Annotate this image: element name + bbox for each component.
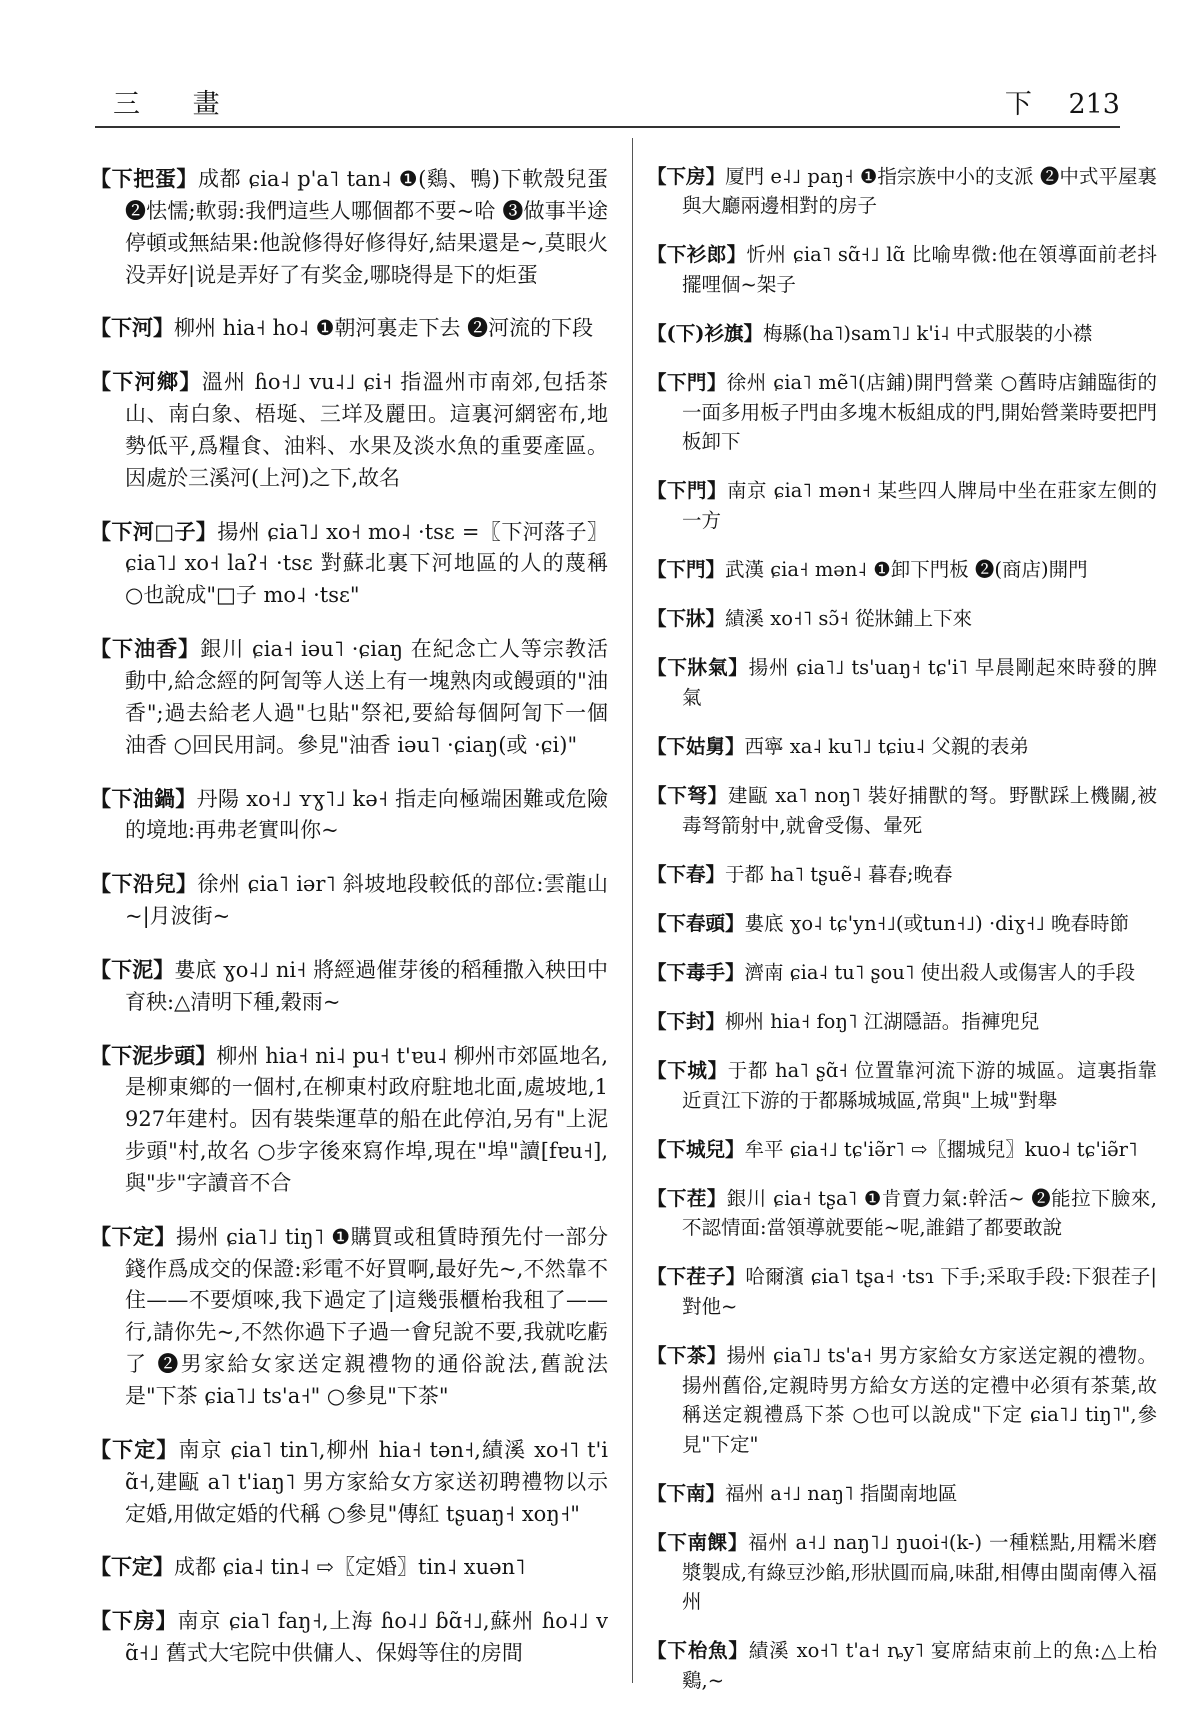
headword: 【下河鄉】 bbox=[90, 369, 202, 395]
headword: 【下春】 bbox=[647, 862, 726, 886]
dictionary-entry: 【下門】南京 ɕia˥ mən˧ 某些四人牌局中坐在莊家左側的一方 bbox=[647, 479, 1157, 532]
dictionary-entry: 【下姑舅】西寧 xa˨ ku˥˩ tɕiu˨ 父親的表弟 bbox=[647, 734, 1029, 758]
headword: 【下油鍋】 bbox=[90, 785, 197, 811]
dictionary-entry: 【下城】于都 ha˥ ʂɑ̃˧ 位置靠河流下游的城區。這裏指靠近貢江下游的于都縣城城區,常與"上城"對舉 bbox=[647, 1058, 1157, 1112]
headword: 【下南】 bbox=[647, 1482, 726, 1505]
dictionary-entry: 【下衫郎】忻州 ɕia˥ sɑ̃˧˩ lɑ̃ 比喻卑微:他在領導面前老抖擺哩個~架子 bbox=[647, 243, 1157, 296]
dictionary-entry: 【下定】南京 ɕia˥ tin˥,柳州 hia˧ tən˧,績溪 xo˧˥ t'iɑ̃˧,建甌 a˥ t'iaŋ˥ 男方家給女方家送初聘禮物以示定婚,用做定婚的代稱 ○參見"傳紅 tʂuaŋ˧ xoŋ˧" bbox=[90, 1436, 608, 1526]
headword: 【下城】 bbox=[647, 1058, 728, 1082]
dictionary-entry: 【下春】于都 ha˥ tʂuẽ˨ 暮春;晚春 bbox=[647, 862, 953, 886]
headword: 【下定】 bbox=[90, 1554, 174, 1580]
dictionary-entry: 【下泥】婁底 ɣo˨˩ ni˧ 將經過催芽後的稻種撒入秧田中育秧:△清明下種,穀雨~ bbox=[90, 956, 609, 1014]
headword: 【下河】 bbox=[90, 315, 174, 341]
headword: 【下枱魚】 bbox=[647, 1639, 749, 1663]
headword: 【下茬】 bbox=[647, 1186, 727, 1210]
headword: 【下油香】 bbox=[90, 636, 201, 662]
headword: 【下房】 bbox=[90, 1608, 178, 1634]
headword: 【下泥步頭】 bbox=[90, 1042, 217, 1068]
dictionary-entry: 【下南】福州 a˧˩ naŋ˥ 指閩南地區 bbox=[647, 1482, 958, 1505]
headword: 【下茬子】 bbox=[647, 1265, 746, 1289]
dictionary-entry: 【下定】成都 ɕia˨ tin˨ ⇨〖定婚〗tin˨ xuən˥ bbox=[90, 1554, 526, 1580]
headword: 【下牀】 bbox=[647, 607, 726, 631]
header-rule bbox=[95, 126, 1120, 128]
headword: 【下城兒】 bbox=[647, 1137, 745, 1161]
dictionary-entry: 【下油香】銀川 ɕia˧ iəu˥ ·ɕiaŋ 在紀念亡人等宗教活動中,給念經的阿訇等人送上有一塊熟肉或饅頭的"油香";過去給老人過"乜貼"祭祀,要給每個阿訇下一個油香 ○回民用詞。參見"油香 iəu˥ ·ɕiaŋ(或 ·ɕi)" bbox=[90, 636, 609, 757]
dictionary-entry: 【下弩】建甌 xa˥ noŋ˥ 裝好捕獸的弩。野獸踩上機關,被毒弩箭射中,就會受傷、暈死 bbox=[647, 783, 1157, 837]
headword: 【下姑舅】 bbox=[647, 734, 745, 758]
headword: 【下門】 bbox=[647, 557, 726, 581]
dictionary-entry: 【下封】柳州 hia˧ foŋ˥ 江湖隱語。指褲兜兒 bbox=[647, 1009, 1040, 1033]
headword: 【下南餜】 bbox=[647, 1531, 749, 1555]
dictionary-entry: 【下河】柳州 hia˧ ho˨ ❶朝河裏走下去 ❷河流的下段 bbox=[90, 315, 594, 341]
headword: 【下衫郎】 bbox=[647, 243, 747, 267]
dictionary-entry: 【下房】厦門 e˨˩ paŋ˧ ❶指宗族中小的支派 ❷中式平屋裏與大廳兩邊相對的房子 bbox=[647, 164, 1157, 218]
dictionary-entry: 【下泥步頭】柳州 hia˧ ni˨ pu˧ t'ɐu˨ 柳州市郊區地名,是柳東鄉的一個村,在柳東村政府駐地北面,處坡地,1927年建村。因有裝柴運草的船在此停泊,另有"上泥步頭"村,故名 ○步字後來寫作埠,現在"埠"讀[fɐu˧],與"步"字讀音不合 bbox=[90, 1042, 608, 1195]
headword: 【下茶】 bbox=[647, 1344, 727, 1368]
headword: 【下河□子】 bbox=[90, 518, 218, 544]
headword: 【下定】 bbox=[90, 1223, 176, 1249]
headword: 【下定】 bbox=[90, 1436, 179, 1462]
dictionary-entry: 【下茶】揚州 ɕia˥˩ ts'a˧ 男方家給女方家送定親的禮物。揚州舊俗,定親時男方給女方送的定禮中必須有茶葉,故稱送定親禮爲下茶 ○也可以說成"下定 ɕia˥˩ tiŋ˥",參見"下定" bbox=[647, 1344, 1157, 1456]
head-character: 下 bbox=[1004, 89, 1032, 120]
dictionary-entry: 【下南餜】福州 a˧˩ naŋ˥˩ ŋuoi˧(k-) 一種糕點,用糯米磨漿製成,有綠豆沙餡,形狀圓而扁,味甜,相傳由閩南傳入福州 bbox=[647, 1531, 1157, 1614]
dictionary-entry: 【下把蛋】成都 ɕia˨ p'a˥ tan˨ ❶(鷄、鴨)下軟殼兒蛋 ❷怯懦;軟弱:我們這些人哪個都不要~哈 ❸做事半途停頓或無結果:他說修得好修得好,結果還是~,莫眼火没弄好|说是弄好了有奖金,哪晓得是下的炬蛋 bbox=[90, 166, 608, 287]
headword: 【下把蛋】 bbox=[90, 166, 199, 191]
dictionary-entry: 【下河□子】揚州 ɕia˥˩ xo˧ mo˨ ·tsɛ =〖下河落子〗ɕia˥˩ xo˧ laʔ˧ ·tsɛ 對蘇北裏下河地區的人的蔑稱 ○也說成"□子 mo˨ ·tsɛ" bbox=[90, 518, 608, 608]
page-number: 213 bbox=[1068, 89, 1120, 120]
dictionary-entry: 【下牀氣】揚州 ɕia˥˩ ts'uaŋ˧ tɕ'i˥ 早晨剛起來時發的脾氣 bbox=[647, 656, 1157, 709]
dictionary-entry: 【下房】南京 ɕia˥ faŋ˧,上海 ɦo˨˩ ɓɑ̃˧˩,蘇州 ɦo˨˩ vɑ̃˧˩ 舊式大宅院中供傭人、保姆等住的房間 bbox=[90, 1608, 609, 1666]
headword: 【下沿兒】 bbox=[90, 871, 198, 897]
dictionary-entry: 【下沿兒】徐州 ɕia˥ iər˥ 斜坡地段較低的部位:雲龍山~|月波街~ bbox=[90, 871, 608, 929]
dictionary-entry: 【下油鍋】丹陽 xo˧˩ ʏɣ˥˩ kə˧ 指走向極端困難或危險的境地:再弗老實叫你~ bbox=[90, 785, 609, 843]
dictionary-entry: 【下河鄉】溫州 ɦo˧˩ vu˨˩ ɕi˧ 指溫州市南郊,包括茶山、南白象、梧埏、三垟及麗田。這裏河網密布,地勢低平,爲糧食、油料、水果及淡水魚的重要產區。因處於三溪河(上河)之下,故名 bbox=[90, 369, 608, 490]
page-locator bbox=[1005, 82, 1120, 121]
headword: 【下門】 bbox=[647, 479, 727, 503]
headword: 【下牀氣】 bbox=[647, 656, 749, 680]
dictionary-entry: 【下門】徐州 ɕia˥ mẽ˥(店鋪)開門營業 ○舊時店鋪臨街的一面多用板子門由多塊木板組成的門,開始營業時要把門板卸下 bbox=[647, 370, 1157, 454]
column-divider bbox=[632, 138, 633, 1683]
dictionary-entry: 【下春頭】婁底 ɣo˨ tɕ'yn˧˩(或tun˧˩) ·diɣ˧˩ 晚春時節 bbox=[647, 911, 1130, 935]
headword: 【下春頭】 bbox=[647, 911, 745, 935]
dictionary-entry: 【下定】揚州 ɕia˥˩ tiŋ˥ ❶購買或租賃時預先付一部分錢作爲成交的保證:彩電不好買啊,最好先~,不然靠不住——不要煩唻,我下過定了|這幾張櫃枱我租了——行,請你先~,不然你過下子過一會兒說不要,我就吃虧了 ❷男家給女家送定親禮物的通俗說法,舊說法是"下茶 ɕia˥˩ ts'a˧" ○參見"下茶" bbox=[90, 1223, 608, 1408]
headword: 【下毒手】 bbox=[647, 960, 745, 984]
dictionary-entry: 【下門】武漢 ɕia˧ mən˨ ❶卸下門板 ❷(商店)開門 bbox=[647, 557, 1088, 581]
dictionary-entry: 【下茬】銀川 ɕia˧ tʂa˥ ❶肯賣力氣:幹活~ ❷能拉下臉來,不認情面:當領導就要能~呢,誰錯了都要敢說 bbox=[647, 1186, 1157, 1240]
dictionary-entry: 【下枱魚】績溪 xo˧˥ t'a˧ ȵy˥ 宴席結束前上的魚:△上枱鷄,~ bbox=[647, 1639, 1157, 1692]
dictionary-entry: 【下牀】績溪 xo˧˥ sɔ̃˧ 從牀鋪上下來 bbox=[647, 607, 973, 631]
headword: 【下弩】 bbox=[647, 783, 728, 807]
left-column bbox=[90, 142, 608, 1671]
headword: 【(下)衫旗】 bbox=[647, 321, 763, 345]
headword: 【下門】 bbox=[647, 370, 727, 394]
page-header bbox=[95, 82, 1120, 122]
dictionary-entry: 【下茬子】哈爾濱 ɕia˥ tʂa˧ ·tsɿ 下手;采取手段:下狠茬子|對他~ bbox=[647, 1265, 1157, 1319]
dictionary-entry: 【下城兒】牟平 ɕia˧˩ tɕ'iə̃r˥ ⇨〖擱城兒〗kuo˨ tɕ'iə̃r˥ bbox=[647, 1137, 1138, 1161]
headword: 【下泥】 bbox=[90, 956, 175, 982]
dictionary-entry: 【下毒手】濟南 ɕia˨ tu˥ ʂou˥ 使出殺人或傷害人的手段 bbox=[647, 960, 1136, 984]
right-column bbox=[647, 142, 1157, 1697]
headword: 【下房】 bbox=[647, 164, 726, 188]
dictionary-entry: 【(下)衫旗】梅縣(ha˥)sam˥˩ k'i˨ 中式服裝的小襟 bbox=[647, 321, 1093, 345]
headword: 【下封】 bbox=[647, 1009, 726, 1033]
section-title: 三 畫 bbox=[113, 89, 242, 120]
